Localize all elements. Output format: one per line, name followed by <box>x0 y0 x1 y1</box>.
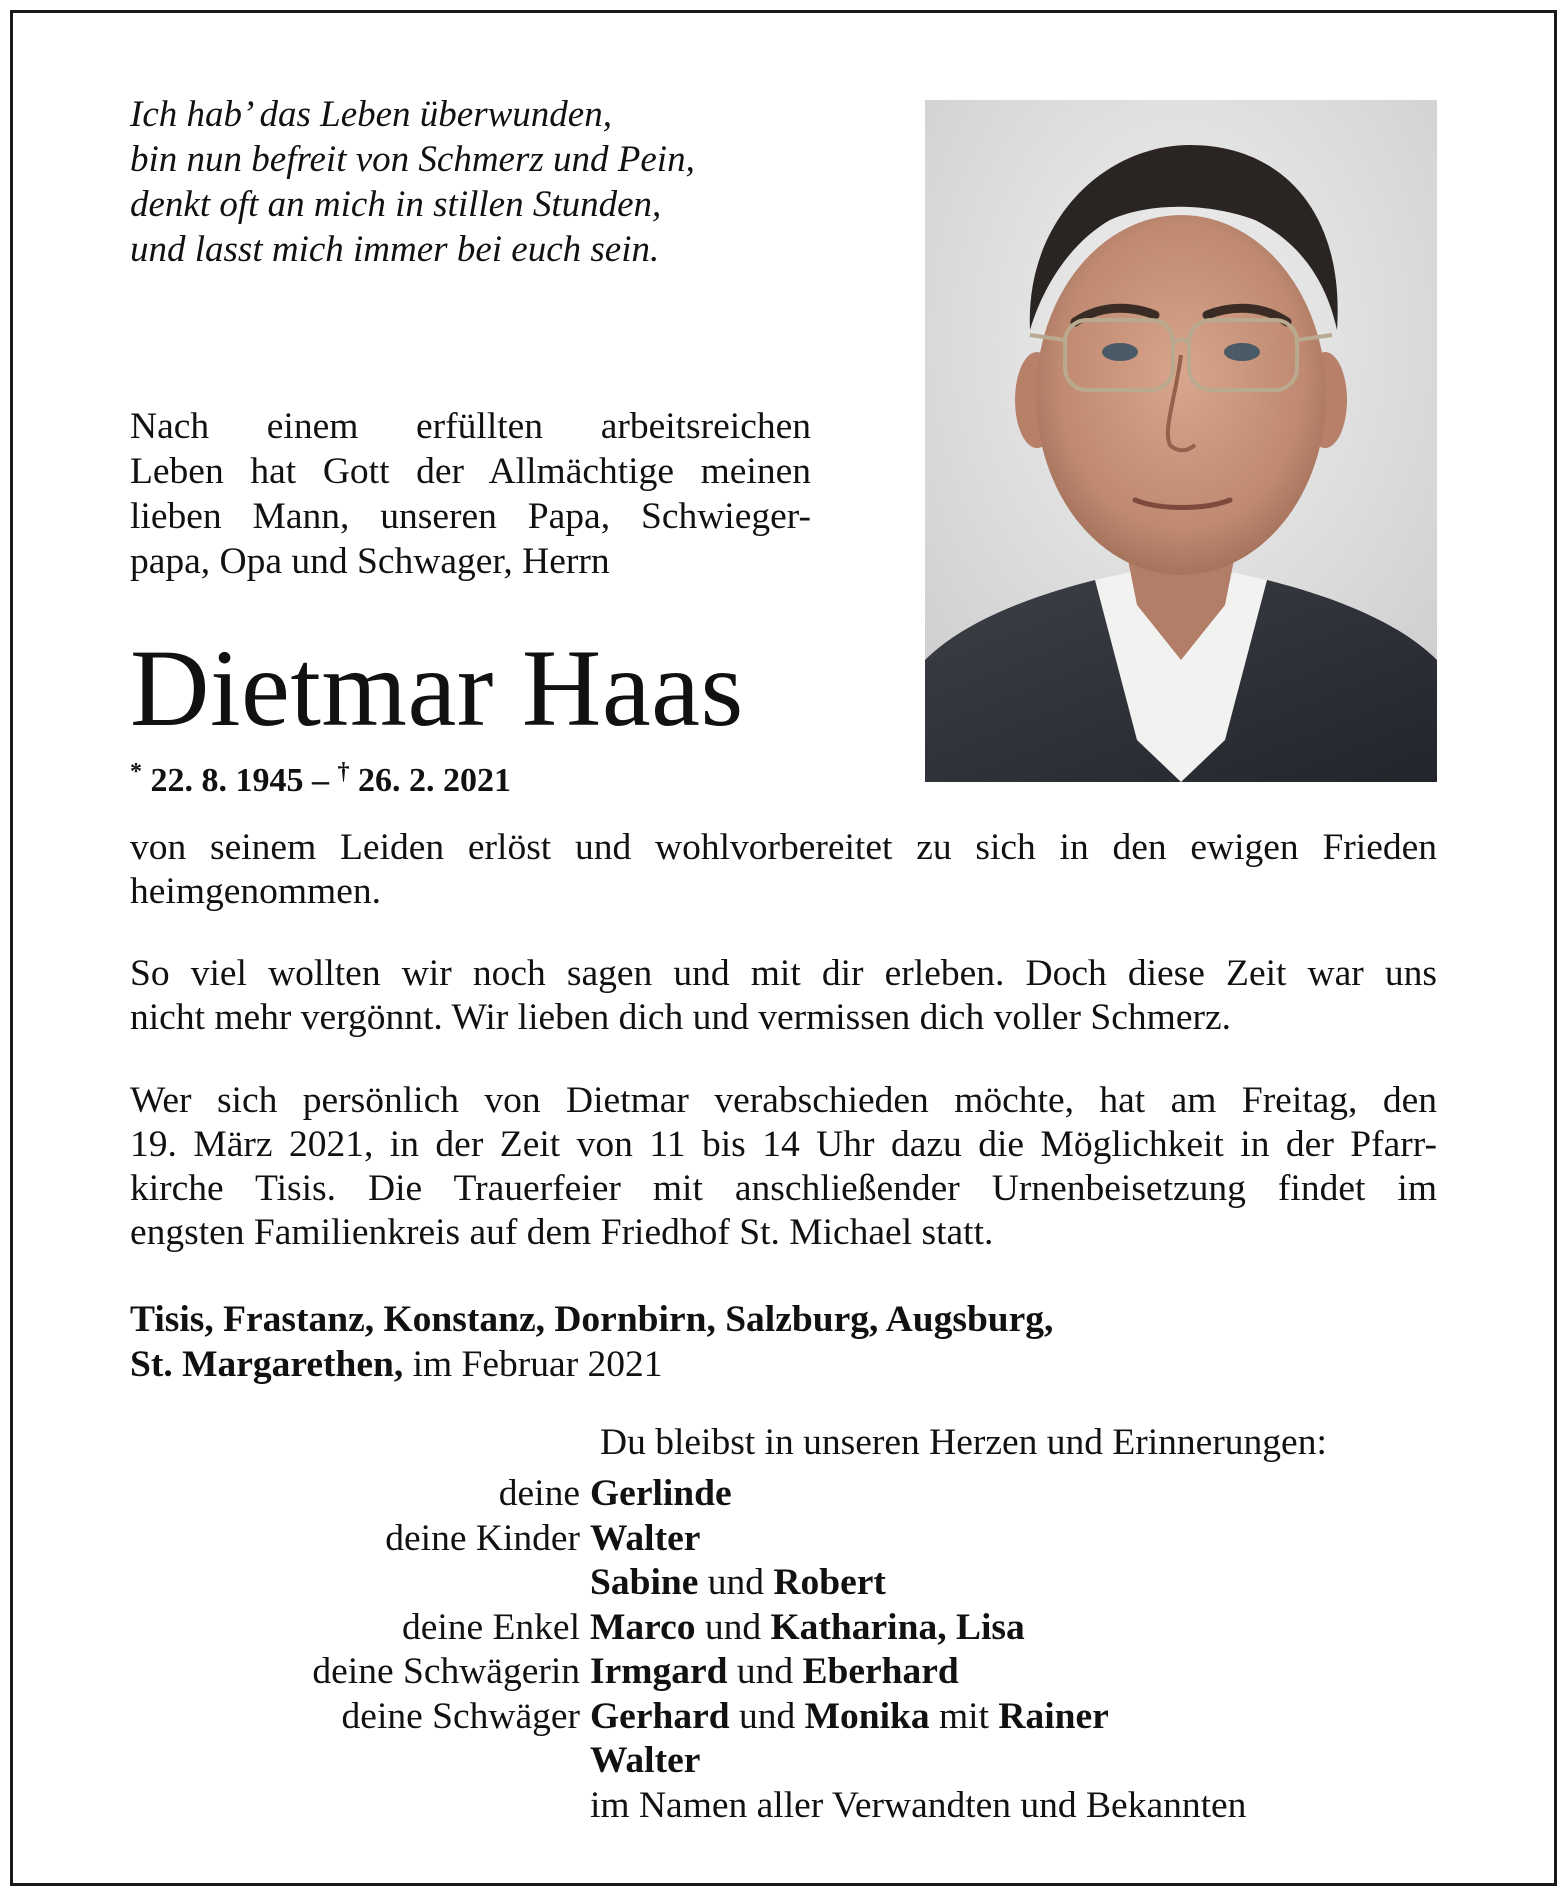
intro-line: Leben hat Gott der Allmächtige meinen <box>130 451 811 492</box>
mourners-closing: im Namen aller Verwandten und Bekannten <box>590 1784 1247 1826</box>
mourner-name: Walter <box>590 1740 701 1781</box>
mourner-row <box>200 1784 1246 1829</box>
poem-line: Ich hab’ das Leben überwunden, <box>130 94 612 135</box>
mourner-row <box>200 1606 1246 1651</box>
mourner-name: Robert <box>773 1562 886 1603</box>
mourner-role: deine Schwäger <box>341 1695 580 1737</box>
mourner-name: Eberhard <box>802 1651 959 1692</box>
mourners-heading: Du bleibst in unseren Herzen und Erinnerungen: <box>600 1422 1327 1463</box>
mourner-name: Gerlinde <box>590 1473 732 1514</box>
date-dash: – <box>312 762 329 799</box>
mourner-name: Sabine <box>590 1562 699 1603</box>
paragraph-line: kirche Tisis. Die Trauerfeier mit anschließender Urnenbeisetzung findet im <box>130 1168 1437 1209</box>
mourner-name: Walter <box>590 1517 701 1559</box>
mourner-role: deine Kinder <box>385 1517 580 1559</box>
mourner-role <box>200 1561 590 1606</box>
intro-line: lieben Mann, unseren Papa, Schwieger- <box>130 496 811 537</box>
intro-line: Nach einem erfüllten arbeitsreichen <box>130 406 811 447</box>
mourner-name: Marco <box>590 1606 696 1648</box>
paragraph-farewell <box>130 826 1437 914</box>
connector-und: und <box>698 1562 774 1603</box>
mourner-role <box>200 1739 590 1784</box>
portrait-image <box>925 100 1437 782</box>
death-cross-icon: † <box>337 759 350 785</box>
paragraph-line: nicht mehr vergönnt. Wir lieben dich und vermissen dich voller Schmerz. <box>130 997 1231 1038</box>
poem-line: denkt oft an mich in stillen Stunden, <box>130 184 662 225</box>
mourner-row <box>200 1739 1246 1784</box>
connector-und: und <box>727 1651 803 1692</box>
mourner-role: deine <box>498 1473 580 1514</box>
mourner-row <box>200 1517 1246 1562</box>
deceased-name: Dietmar Haas <box>130 627 744 749</box>
paragraph-line: heimgenommen. <box>130 871 381 912</box>
paragraph-line: So viel wollten wir noch sagen und mit dir erleben. Doch diese Zeit war uns <box>130 953 1437 994</box>
connector-mit: mit <box>929 1695 999 1737</box>
mourner-name: Katharina, Lisa <box>770 1606 1025 1648</box>
poem-line: und lasst mich immer bei euch sein. <box>130 229 660 270</box>
poem <box>130 92 810 272</box>
birth-date: 22. 8. 1945 <box>150 762 304 799</box>
connector-und: und <box>729 1695 805 1737</box>
mourner-row <box>200 1650 1246 1695</box>
paragraph-memory <box>130 952 1437 1040</box>
intro-line: papa, Opa und Schwager, Herrn <box>130 541 610 582</box>
mourner-role: deine Enkel <box>401 1606 580 1648</box>
poem-line: bin nun befreit von Schmerz und Pein, <box>130 139 695 180</box>
mourner-name: Irmgard <box>590 1651 728 1692</box>
mourner-role <box>200 1784 590 1829</box>
birth-star-icon: * <box>130 759 142 785</box>
paragraph-line: engsten Familienkreis auf dem Friedhof St. Michael statt. <box>130 1212 994 1253</box>
mourners-list <box>200 1472 1246 1828</box>
intro-text <box>130 404 811 584</box>
paragraph-line: 19. März 2021, in der Zeit von 11 bis 14 Uhr dazu die Möglichkeit in der Pfarr- <box>130 1124 1437 1165</box>
connector-und: und <box>695 1606 771 1648</box>
mourner-row <box>200 1561 1246 1606</box>
paragraph-line: Wer sich persönlich von Dietmar verabschieden möchte, hat am Freitag, den <box>130 1080 1437 1121</box>
places-list: Tisis, Frastanz, Konstanz, Dornbirn, Salzburg, Augsburg, <box>130 1299 1054 1340</box>
portrait-photo <box>925 100 1437 782</box>
paragraph-service-info <box>130 1079 1437 1255</box>
paragraph-line: von seinem Leiden erlöst und wohlvorbereitet zu sich in den ewigen Frieden <box>130 827 1437 868</box>
places-and-date <box>130 1297 1053 1387</box>
mourner-name: Gerhard <box>590 1695 730 1737</box>
life-dates <box>130 752 511 801</box>
place-date: im Februar 2021 <box>403 1344 663 1385</box>
mourner-role: deine Schwägerin <box>312 1651 580 1692</box>
places-list-last: St. Margarethen, <box>130 1344 404 1385</box>
mourner-name: Rainer <box>998 1695 1109 1737</box>
mourner-row <box>200 1695 1246 1740</box>
mourner-name: Monika <box>804 1695 930 1737</box>
death-date: 26. 2. 2021 <box>358 762 511 799</box>
mourner-row <box>200 1472 1246 1517</box>
